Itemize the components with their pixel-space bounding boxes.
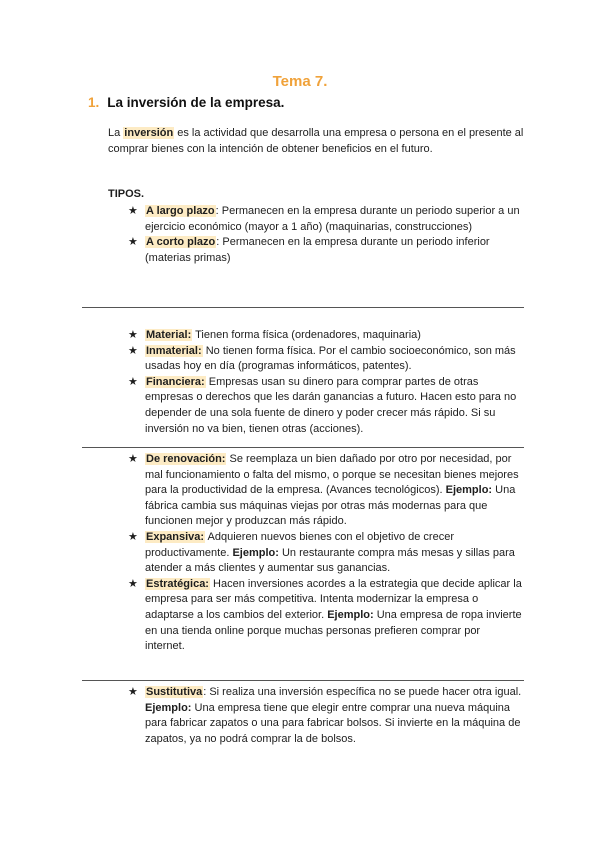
item-term: A corto plazo	[146, 236, 216, 249]
list-item	[128, 375, 522, 437]
divider	[82, 680, 524, 681]
list-item	[128, 204, 522, 235]
item-term: Estratégica:	[146, 577, 209, 590]
item-term: Sustitutiva	[146, 686, 203, 698]
example-label: Ejemplo:	[445, 484, 493, 497]
item-text: : Si realiza una inversión específica no se puede hacer otra igual.	[203, 686, 522, 698]
item-text: Se reemplaza un bien dañado por otro por necesidad, por mal funcionamiento o falta del mismo, o porque se necesitan bienes mejores para la productividad de la empresa. (Avances tecnológicos).	[145, 453, 519, 497]
list-group-objetivo	[128, 452, 522, 655]
star-icon: ★	[128, 453, 138, 465]
divider	[82, 447, 524, 448]
star-icon: ★	[128, 375, 138, 388]
item-text: Empresas usan su dinero para comprar partes de otras empresas o derechos que les darán ganancias a futuro. Hacen esto para no depender de una sola fuente de dinero y poder crecer más rápido. Si su inversión no va bien, tienen otras (acciones).	[145, 375, 517, 435]
item-term: Expansiva:	[146, 530, 205, 543]
list-group-forma	[128, 328, 522, 437]
star-icon: ★	[128, 344, 138, 357]
item-text: Hacen inversiones acordes a la estrategia que decide aplicar la empresa para ser más competitiva. Intenta modernizar la empresa o adaptarse a los cambios del exterior.	[145, 577, 522, 621]
star-icon: ★	[128, 329, 138, 341]
item-text: Tienen forma física (ordenadores, maquinaria)	[192, 329, 421, 341]
star-icon: ★	[128, 205, 138, 217]
example-text: Una empresa de ropa invierte en una tienda online porque muchas personas prefieren comprar por internet.	[145, 608, 522, 653]
example-label: Ejemplo:	[327, 608, 374, 621]
divider	[82, 307, 524, 308]
item-text: : Permanecen en la empresa durante un periodo inferior (materias primas)	[145, 236, 490, 264]
example-label: Ejemplo:	[145, 701, 192, 714]
section-heading	[88, 95, 284, 110]
item-text: No tienen forma física. Por el cambio socioeconómico, son más usadas hoy en día (programas informáticos, patentes).	[145, 344, 516, 373]
item-term: Material:	[146, 329, 192, 341]
item-term: Inmaterial:	[146, 344, 202, 357]
tipos-label: TIPOS.	[108, 188, 145, 200]
list-item	[128, 452, 522, 530]
example-text: Una fábrica cambia sus máquinas viejas por otras más modernas para que funcionen mejor y produzcan más rápido.	[145, 484, 516, 528]
item-text: Adquieren nuevos bienes con el objetivo de crecer productivamente.	[145, 530, 454, 559]
example-label: Ejemplo:	[232, 546, 279, 559]
list-item	[128, 344, 522, 375]
intro-term: inversión	[124, 127, 174, 139]
section-number: 1.	[88, 95, 100, 110]
list-group-relacion	[128, 685, 522, 747]
list-item	[128, 530, 522, 577]
star-icon: ★	[128, 530, 138, 543]
list-item	[128, 235, 522, 266]
example-text: Un restaurante compra más mesas y sillas para atender a más clientes y aumentar sus ganancias.	[145, 546, 515, 575]
list-group-plazo	[128, 204, 522, 266]
page-title: Tema 7.	[272, 73, 328, 90]
intro-paragraph	[108, 125, 528, 157]
section-title: La inversión de la empresa.	[107, 95, 285, 110]
star-icon: ★	[128, 577, 138, 590]
intro-pre: La	[108, 127, 124, 139]
item-term: Financiera:	[146, 375, 205, 388]
intro-post: es la actividad que desarrolla una empresa o persona en el presente al comprar bienes con la intención de obtener beneficios en el futuro.	[108, 127, 524, 155]
list-item	[128, 577, 522, 655]
item-term: De renovación:	[146, 453, 226, 465]
item-term: A largo plazo	[146, 205, 215, 217]
list-item	[128, 685, 522, 747]
example-text: Una empresa tiene que elegir entre comprar una nueva máquina para fabricar zapatos o una para fabricar bolsos. Si invierte en la máquina de zapatos, ya no podrá comprar la de bolsos.	[145, 701, 521, 745]
star-icon: ★	[128, 686, 138, 698]
star-icon: ★	[128, 236, 138, 249]
item-text: : Permanecen en la empresa durante un periodo superior a un ejercicio económico (mayor a 1 año) (maquinarias, construcciones)	[145, 205, 520, 233]
list-item	[128, 328, 522, 344]
